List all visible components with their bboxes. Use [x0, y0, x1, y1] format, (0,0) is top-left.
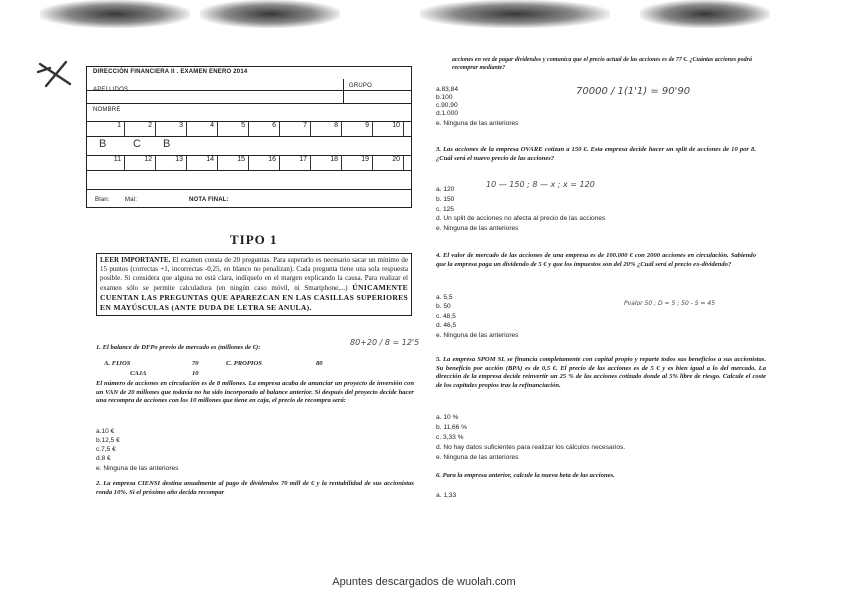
apellidos-label: APELLIDOS	[93, 87, 129, 93]
scan-smudge	[40, 0, 190, 28]
grid-number: 9	[347, 122, 373, 136]
scan-smudge	[640, 0, 770, 28]
question-3-text: 3. Las acciones de la empresa OVARE cotizan a 150 €. Esta empresa decide hacer un split de acciones de 10 por 8. ¿Cuál será el nuevo precio de las acciones?	[436, 146, 756, 162]
q3-option-d[interactable]: d. Un split de acciones no afecta al precio de las acciones	[436, 215, 606, 222]
grid-number: 8	[316, 122, 342, 136]
scan-smudge	[200, 0, 340, 28]
q2-option-b[interactable]: b.100	[436, 94, 453, 101]
q1-caja-value: 10	[192, 370, 199, 377]
q2-option-e[interactable]: e. Ninguna de las anteriores	[436, 120, 519, 127]
answer-box-2[interactable]: C	[133, 138, 141, 150]
grid-number: 17	[285, 156, 311, 170]
q1-option-a[interactable]: a.10 €	[96, 428, 115, 435]
q1-c-propios: C. PROPIOS	[226, 360, 262, 367]
q1-c-propios-value: 80	[316, 360, 323, 367]
question-2-continuation: acciones en vez de pagar dividendos y comunica que el precio actual de las acciones es de 77 €. ¿Cuántas acciones podrá recomprar mediante?	[452, 57, 752, 71]
question-1-body: El número de acciones en circulación es de 8 millones. La empresa acaba de anunciar un proyecto de inversión con un VAN de 20 millones que todavía no ha sido incorporado al balance anterior. Si después del proyecto decide hacer una recompra de acciones con los 10 millones que tiene en caja, el precio de recompra será:	[96, 380, 414, 405]
footer-watermark: Apuntes descargados de wuolah.com	[332, 576, 516, 588]
grid-number: 20	[378, 156, 404, 170]
q4-option-c[interactable]: c. 48,5	[436, 313, 456, 320]
grid-number: 3	[161, 122, 187, 136]
question-1-text: 1. El balance de DFPo previo de mercado es (millones de €):	[96, 344, 261, 351]
blan-label: Blan:	[95, 197, 110, 203]
grid-number: 5	[223, 122, 249, 136]
q3-option-e[interactable]: e. Ninguna de las anteriores	[436, 225, 519, 232]
exam-type-heading: TIPO 1	[230, 232, 278, 247]
question-6-text: 6. Para la empresa anterior, calcule la nueva beta de las acciones.	[436, 472, 615, 479]
q1-option-e[interactable]: e. Ninguna de las anteriores	[96, 465, 179, 472]
q2-option-a[interactable]: a.83,84	[436, 86, 458, 93]
q5-option-b[interactable]: b. 11,66 %	[436, 424, 468, 431]
q1-option-d[interactable]: d.8 €	[96, 455, 111, 462]
q3-handwritten-note: 10 — 150 ; 8 — x ; x = 120	[486, 180, 595, 189]
question-5-text: 5. La empresa SPOM SL se financia completamente con capital propio y reparte todos sus beneficios a sus accionistas. Su beneficio por acción (BPA) es de 0,5 €. El precio de las acciones es de 5 € y es bien igual a lo del mercado. La dirección de la empresa decide reinvertir un 25 % de las acciones cotizado donde al 5% libre de riesgo. Calcule el coste de los capitales propios tras la refinanciación.	[436, 356, 766, 389]
grid-number: 2	[130, 122, 156, 136]
q3-option-b[interactable]: b. 150	[436, 196, 455, 203]
grid-number: 12	[130, 156, 156, 170]
q1-option-b[interactable]: b.12,5 €	[96, 437, 120, 444]
grid-number: 16	[254, 156, 280, 170]
grid-number: 10	[378, 122, 404, 136]
notice-caps: ÚNICAMENTE CUENTAN LAS PREGUNTAS QUE APAREZCAN EN LAS CASILLAS SUPERIORES EN MAYÚSCULAS (ANTE DUDA DE LETRA SE ANULA).	[100, 283, 408, 312]
q1-option-c[interactable]: c.7,5 €	[96, 446, 116, 453]
grid-number: 14	[192, 156, 218, 170]
important-notice	[96, 253, 412, 316]
scan-smudge	[420, 0, 610, 28]
q4-option-d[interactable]: d. 46,5	[436, 322, 457, 329]
grid-number: 7	[285, 122, 311, 136]
handwritten-x-mark	[36, 58, 76, 88]
q5-option-e[interactable]: e. Ninguna de las anteriores	[436, 454, 519, 461]
q2-handwritten-note: 70000 / 1(1'1) = 90'90	[576, 86, 691, 97]
q4-option-e[interactable]: e. Ninguna de las anteriores	[436, 332, 519, 339]
nota-final-label: NOTA FINAL:	[189, 197, 229, 203]
question-2-text: 2. La empresa CIENSI destina anualmente al pago de dividendos 70 mill de € y la rentabilidad de sus accionistas ronda 10%. Si el próximo año decida recompar	[96, 480, 414, 496]
grid-number: 6	[254, 122, 280, 136]
grid-row-1	[93, 122, 407, 136]
q3-option-a[interactable]: a. 120	[436, 186, 455, 193]
exam-title: DIRECCIÓN FINANCIERA II . EXAMEN ENERO 2014	[93, 69, 248, 75]
answer-box-3[interactable]: B	[163, 138, 171, 150]
answer-sheet-table	[86, 66, 412, 208]
notice-lead: LEER IMPORTANTE.	[100, 256, 171, 264]
q2-option-d[interactable]: d.1.000	[436, 110, 458, 117]
q5-option-a[interactable]: a. 10 %	[436, 414, 459, 421]
q1-a-fijos-value: 70	[192, 360, 199, 367]
nombre-label: NOMBRE	[93, 107, 121, 113]
q5-option-c[interactable]: c. 3,33 %	[436, 434, 464, 441]
q3-option-c[interactable]: c. 125	[436, 206, 454, 213]
grid-number: 4	[192, 122, 218, 136]
grid-number: 11	[99, 156, 125, 170]
q4-option-b[interactable]: b. 50	[436, 303, 451, 310]
mal-label: Mal:	[125, 197, 138, 203]
answer-box-1[interactable]: B	[99, 138, 107, 150]
q1-a-fijos: A. FIJOS	[104, 360, 131, 367]
grid-number: 13	[161, 156, 187, 170]
grid-row-2	[93, 156, 407, 170]
q6-option-a[interactable]: a. 1,33	[436, 492, 457, 499]
q5-option-d[interactable]: d. No hay datos suficientes para realizar los cálculos necesarios.	[436, 444, 626, 451]
grid-number: 19	[347, 156, 373, 170]
grid-number: 15	[223, 156, 249, 170]
q1-caja: CAJA	[130, 370, 147, 377]
grid-number: 18	[316, 156, 342, 170]
q4-option-a[interactable]: a. 5,5	[436, 294, 453, 301]
q1-handwritten-note: 80+20 / 8 = 12'5	[350, 338, 420, 347]
grupo-label: GRUPO	[349, 83, 373, 89]
grid-number: 1	[99, 122, 125, 136]
notice-body: El examen consta de 20 preguntas. Para superarlo es necesario sacar un mínimo de 15 puntos (correctas +1, incorrectas -0,25, en blanco no penalizan). Cada pregunta tiene una sola respuesta posible. Si considera que alguna no está clara, indíquelo en el margen explicando la causa. Para realizar el examen sólo se permite calculadora (en ningún caso móvil, ni Smartphone,...)	[100, 256, 408, 292]
q4-handwritten-note: Pvalor 50 ; D = 5 ; 50 - 5 = 45	[624, 300, 716, 307]
question-4-text: 4. El valor de mercado de las acciones de una empresa es de 100.000 € con 2000 acciones en circulación. Sabiendo que la empresa paga un dividendo de 5 € y que los impuestos son del 20% ¿Cuál será el precio ex-dividendo?	[436, 252, 756, 268]
q2-option-c[interactable]: c.90,90	[436, 102, 458, 109]
